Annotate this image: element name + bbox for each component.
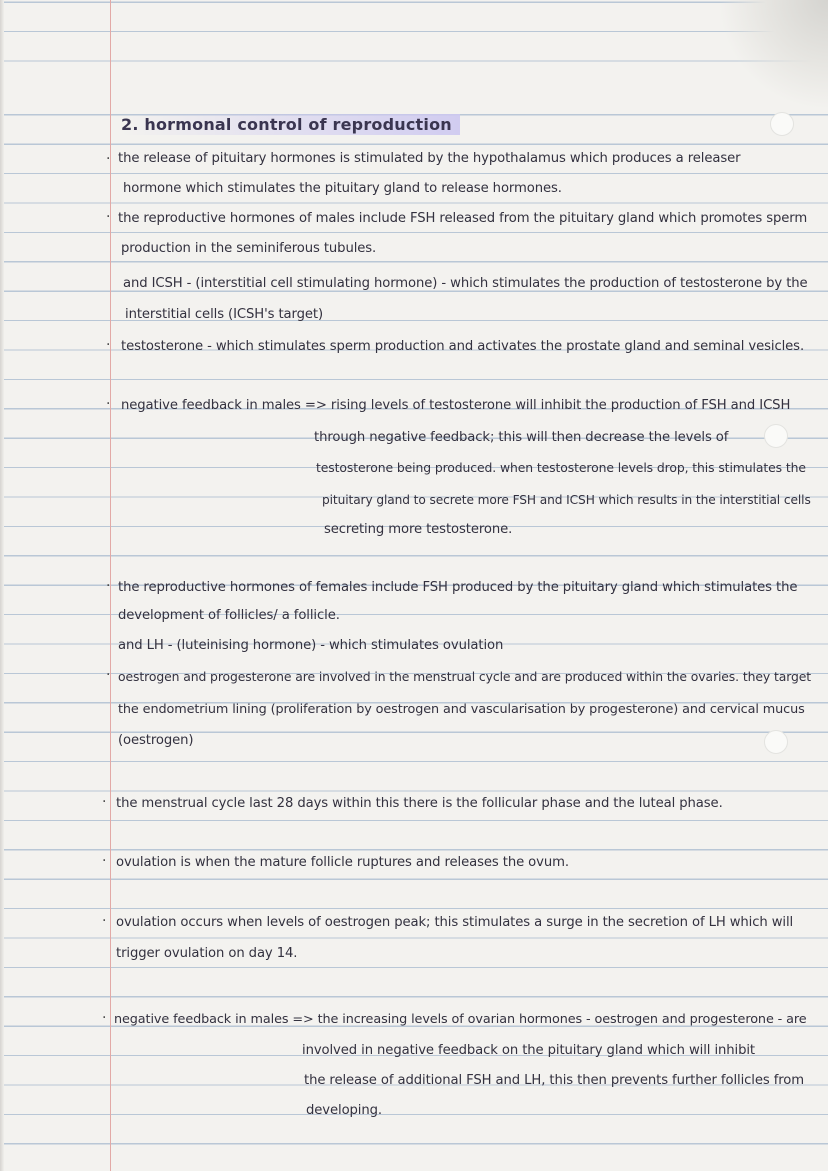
punch-hole-icon <box>770 112 794 136</box>
note-line: trigger ovulation on day 14. <box>116 946 298 961</box>
bullet-icon: · <box>106 667 111 683</box>
note-line: the reproductive hormones of females include FSH produced by the pituitary gland which stimulates the <box>118 580 798 595</box>
note-line: developing. <box>306 1103 382 1118</box>
bullet-icon: · <box>106 151 111 167</box>
note-line: the reproductive hormones of males include FSH released from the pituitary gland which promotes sperm <box>118 211 808 226</box>
note-line: the release of pituitary hormones is stimulated by the hypothalamus which produces a releaser <box>118 151 741 166</box>
note-line: pituitary gland to secrete more FSH and ICSH which results in the interstitial cells <box>322 493 811 507</box>
note-line: and LH - (luteinising hormone) - which stimulates ovulation <box>118 638 504 653</box>
note-line: testosterone being produced. when testosterone levels drop, this stimulates the <box>316 460 806 475</box>
page-edge <box>0 0 4 1171</box>
bullet-icon: · <box>102 853 107 869</box>
punch-hole-icon <box>764 424 788 448</box>
note-line: secreting more testosterone. <box>324 522 513 537</box>
note-line: oestrogen and progesterone are involved in the menstrual cycle and are produced within the ovaries. they target <box>118 669 812 684</box>
bullet-icon: · <box>102 794 107 810</box>
note-line: involved in negative feedback on the pituitary gland which will inhibit <box>302 1043 756 1058</box>
note-line: (oestrogen) <box>118 733 194 748</box>
bullet-icon: · <box>102 913 107 929</box>
note-line: negative feedback in males => the increasing levels of ovarian hormones - oestrogen and progesterone - are <box>114 1012 807 1027</box>
page-corner <box>718 0 828 110</box>
note-line: testosterone - which stimulates sperm production and activates the prostate gland and seminal vesicles. <box>121 339 805 354</box>
note-line: interstitial cells (ICSH's target) <box>125 307 324 322</box>
note-line: negative feedback in males => rising levels of testosterone will inhibit the production of FSH and ICSH <box>121 398 791 413</box>
note-line: development of follicles/ a follicle. <box>118 608 340 623</box>
bullet-icon: · <box>106 396 111 412</box>
punch-hole-icon <box>764 730 788 754</box>
note-line: through negative feedback; this will then decrease the levels of <box>314 430 729 445</box>
bullet-icon: · <box>106 337 111 353</box>
bullet-icon: · <box>106 578 111 594</box>
note-line: ovulation is when the mature follicle ruptures and releases the ovum. <box>116 855 569 870</box>
note-line: ovulation occurs when levels of oestrogen peak; this stimulates a surge in the secretion of LH which will <box>116 915 794 930</box>
note-line: the menstrual cycle last 28 days within this there is the follicular phase and the luteal phase. <box>116 796 723 811</box>
note-line: the endometrium lining (proliferation by oestrogen and vascularisation by progesterone) and cervical mucus <box>118 702 805 717</box>
note-line: production in the seminiferous tubules. <box>121 241 377 256</box>
page-title: 2. hormonal control of reproduction <box>121 114 460 135</box>
note-line: and ICSH - (interstitial cell stimulating hormone) - which stimulates the production of testosterone by the <box>123 276 808 291</box>
bullet-icon: · <box>102 1010 107 1026</box>
note-line: the release of additional FSH and LH, this then prevents further follicles from <box>304 1073 805 1088</box>
note-line: hormone which stimulates the pituitary gland to release hormones. <box>123 181 562 196</box>
bullet-icon: · <box>106 209 111 225</box>
